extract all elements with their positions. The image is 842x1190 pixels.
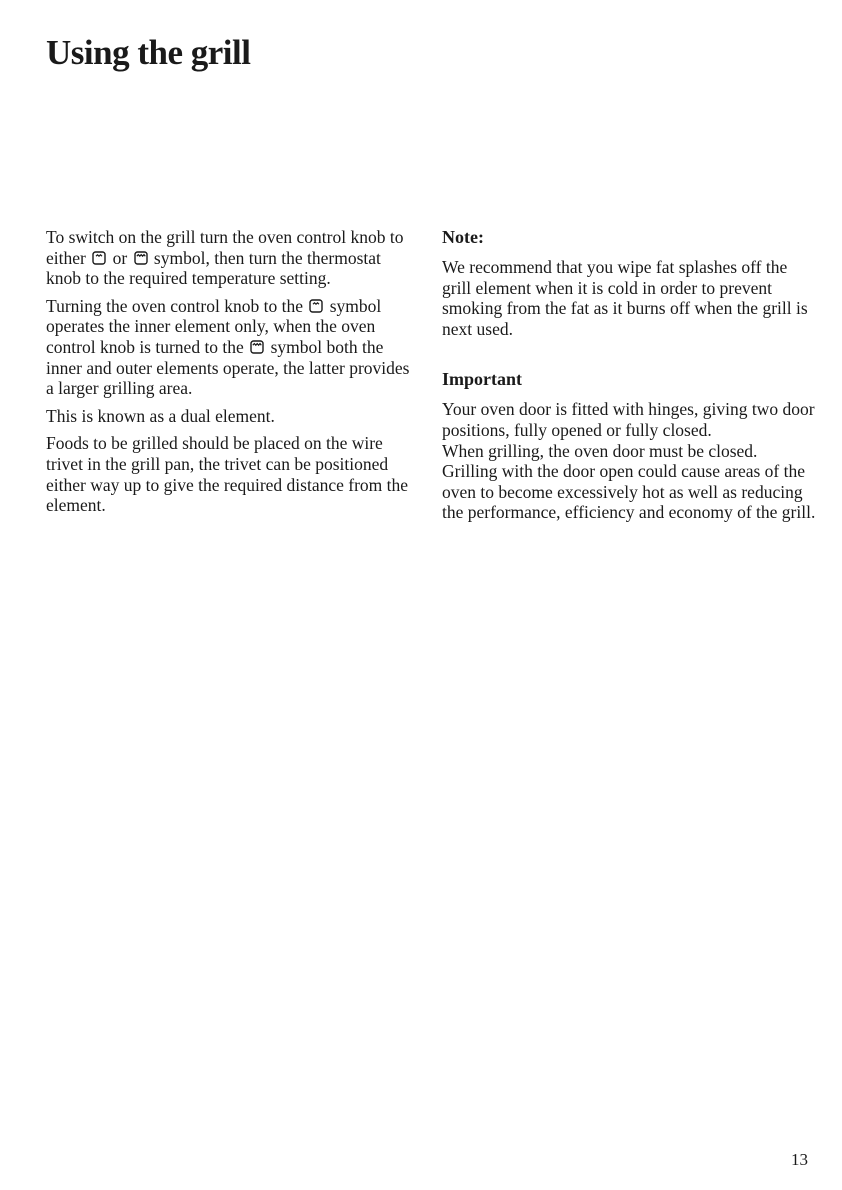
right-column — [442, 227, 817, 523]
dual-grill-symbol-icon — [250, 340, 264, 354]
note-paragraph: We recommend that you wipe fat splashes off the grill element when it is cold in order to prevent smoking from the fat as it burns off when the grill is next used. — [442, 257, 808, 339]
page-title: Using the grill — [46, 33, 251, 72]
important-paragraph-door-closed: When grilling, the oven door must be closed. — [442, 440, 758, 461]
dual-text-c: symbol both the inner and outer elements operate, the latter provides a larger grilling area. — [46, 336, 410, 399]
dual-element-note: This is known as a dual element. — [46, 405, 275, 426]
intro-paragraph — [46, 227, 416, 289]
intro-text-b: or — [112, 247, 128, 268]
important-paragraph-door-open: Grilling with the door open could cause areas of the oven to become excessively hot as well as reducing the performance, efficiency and economy of the grill. — [442, 461, 816, 523]
page-number: 13 — [791, 1150, 808, 1169]
inner-grill-symbol-icon — [309, 299, 323, 313]
important-heading: Important — [442, 369, 522, 390]
dual-grill-symbol-icon — [134, 251, 148, 265]
intro-text-a: To switch on the grill turn the oven control knob to either — [46, 227, 404, 268]
intro-text-c: symbol, then turn the thermostat knob to the required temperature setting. — [46, 247, 381, 289]
inner-grill-symbol-icon — [92, 251, 106, 265]
dual-text-b: symbol operates the inner element only, when the oven control knob is turned to the — [46, 295, 382, 357]
dual-text-a: Turning the oven control knob to the — [46, 295, 303, 316]
dual-element-paragraph — [46, 296, 416, 399]
left-column — [46, 227, 416, 523]
note-heading: Note: — [442, 227, 484, 247]
trivet-paragraph: Foods to be grilled should be placed on the wire trivet in the grill pan, the trivet can be positioned either way up to give the required distance from the element. — [46, 433, 409, 516]
important-paragraph-hinges: Your oven door is fitted with hinges, giving two door positions, fully opened or fully closed. — [442, 399, 815, 440]
